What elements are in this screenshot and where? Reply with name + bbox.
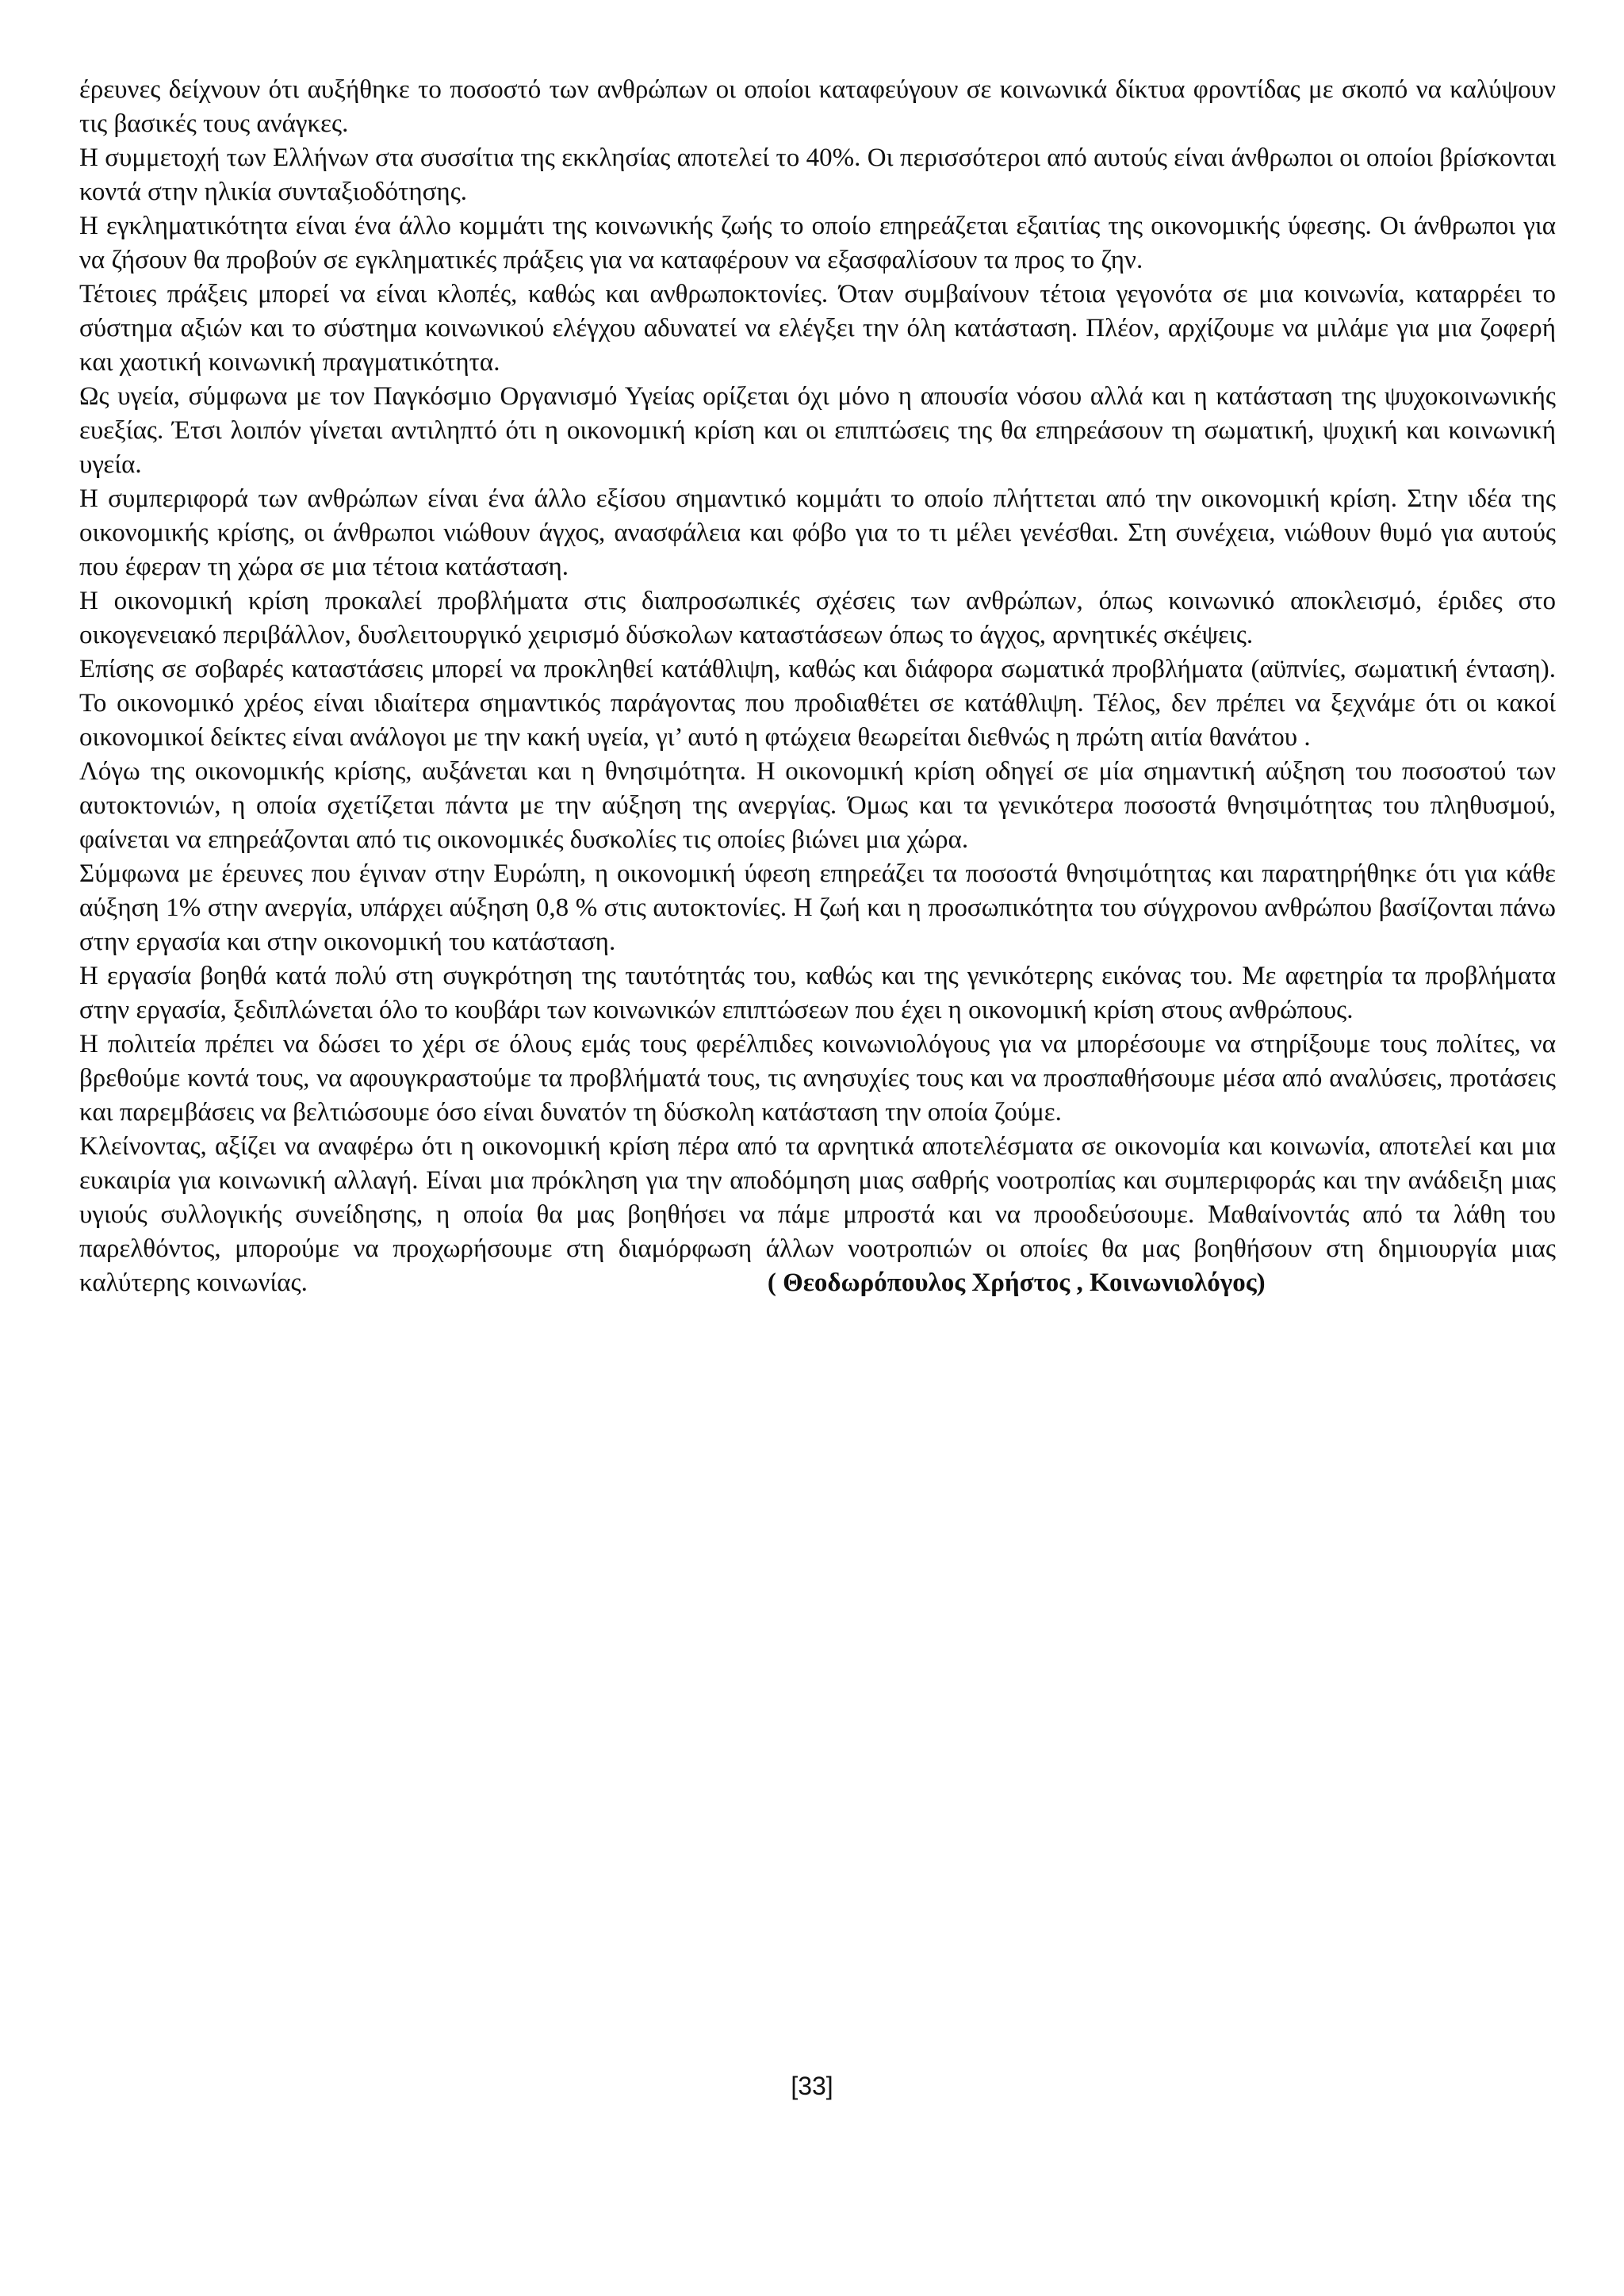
paragraph-8: Επίσης σε σοβαρές καταστάσεις μπορεί να προκληθεί κατάθλιψη, καθώς και διάφορα σωματικά προβλήματα (αϋπνίες, σωματική ένταση). Το οικονομικό χρέος είναι ιδιαίτερα σημαντικός παράγοντας που προδιαθέτει σε κατάθλιψη. Τέλος, δεν πρέπει να ξεχνάμε ότι οι κακοί οικονομικοί δείκτες είναι ανάλογοι με την κακή υγεία, γι’ αυτό η φτώχεια θεωρείται διεθνώς η πρώτη αιτία θανάτου .	[79, 655, 1556, 752]
paragraph-1: έρευνες δείχνουν ότι αυξήθηκε το ποσοστό των ανθρώπων οι οποίοι καταφεύγουν σε κοινωνικά δίκτυα φροντίδας με σκοπό να καλύψουν τις βασικές τους ανάγκες.	[79, 75, 1556, 138]
paragraph-11: Η εργασία βοηθά κατά πολύ στη συγκρότηση της ταυτότητάς του, καθώς και της γενικότερης εικόνας του. Με αφετηρία τα προβλήματα στην εργασία, ξεδιπλώνεται όλο το κουβάρι των κοινωνικών επιπτώσεων που έχει η οικονομική κρίση στους ανθρώπους.	[79, 962, 1556, 1024]
paragraph-10: Σύμφωνα με έρευνες που έγιναν στην Ευρώπη, η οικονομική ύφεση επηρεάζει τα ποσοστά θνησιμότητας και παρατηρήθηκε ότι για κάθε αύξηση 1% στην ανεργία, υπάρχει αύξηση 0,8 % στις αυτοκτονίες. Η ζωή και η προσωπικότητα του σύγχρονου ανθρώπου βασίζονται πάνω στην εργασία και στην οικονομική του κατάσταση.	[79, 859, 1556, 956]
paragraph-2: Η συμμετοχή των Ελλήνων στα συσσίτια της εκκλησίας αποτελεί το 40%. Οι περισσότεροι από αυτούς είναι άνθρωποι οι οποίοι βρίσκονται κοντά στην ηλικία συνταξιοδότησης.	[79, 144, 1556, 206]
paragraph-4: Τέτοιες πράξεις μπορεί να είναι κλοπές, καθώς και ανθρωποκτονίες. Όταν συμβαίνουν τέτοια γεγονότα σε μια κοινωνία, καταρρέει το σύστημα αξιών και το σύστημα κοινωνικού ελέγχου αδυνατεί να ελέγξει την όλη κατάσταση. Πλέον, αρχίζουμε να μιλάμε για μια ζοφερή και χαοτική κοινωνική πραγματικότητα.	[79, 280, 1556, 377]
author-signature: ( Θεοδωρόπουλος Χρήστος , Κοινωνιολόγος)	[767, 1269, 1266, 1297]
paragraph-3: Η εγκληματικότητα είναι ένα άλλο κομμάτι της κοινωνικής ζωής το οποίο επηρεάζεται εξαιτίας της οικονομικής ύφεσης. Οι άνθρωποι για να ζήσουν θα προβούν σε εγκληματικές πράξεις για να καταφέρουν να εξασφαλίσουν τα προς το ζην.	[79, 212, 1556, 274]
paragraph-12: Η πολιτεία πρέπει να δώσει το χέρι σε όλους εμάς τους φερέλπιδες κοινωνιολόγους για να μπορέσουμε να στηρίξουμε τους πολίτες, να βρεθούμε κοντά τους, να αφουγκραστούμε τα προβλήματά τους, τις ανησυχίες τους και να προσπαθήσουμε μέσα από αναλύσεις, προτάσεις και παρεμβάσεις να βελτιώσουμε όσο είναι δυνατόν τη δύσκολη κατάσταση την οποία ζούμε.	[79, 1030, 1556, 1127]
article-body	[79, 73, 1556, 1300]
closing-paragraph	[79, 1130, 1556, 1300]
paragraph-6: Η συμπεριφορά των ανθρώπων είναι ένα άλλο εξίσου σημαντικό κομμάτι το οποίο πλήττεται από την οικονομική κρίση. Στην ιδέα της οικονομικής κρίσης, οι άνθρωποι νιώθουν άγχος, ανασφάλεια και φόβο για το τι μέλει γενέσθαι. Στη συνέχεια, νιώθουν θυμό για αυτούς που έφεραν τη χώρα σε μια τέτοια κατάσταση.	[79, 484, 1556, 581]
paragraph-7: Η οικονομική κρίση προκαλεί προβλήματα στις διαπροσωπικές σχέσεις των ανθρώπων, όπως κοινωνικό αποκλεισμό, έριδες στο οικογενειακό περιβάλλον, δυσλειτουργικό χειρισμό δύσκολων καταστάσεων όπως το άγχος, αρνητικές σκέψεις.	[79, 587, 1556, 649]
paragraph-9: Λόγω της οικονομικής κρίσης, αυξάνεται και η θνησιμότητα. Η οικονομική κρίση οδηγεί σε μία σημαντική αύξηση του ποσοστού των αυτοκτονιών, η οποία σχετίζεται πάντα με την αύξηση της ανεργίας. Όμως και τα γενικότερα ποσοστά θνησιμότητας του πληθυσμού, φαίνεται να επηρεάζονται από τις οικονομικές δυσκολίες τις οποίες βιώνει μια χώρα.	[79, 757, 1556, 854]
paragraph-5: Ως υγεία, σύμφωνα με τον Παγκόσμιο Οργανισμό Υγείας ορίζεται όχι μόνο η απουσία νόσου αλλά και η κατάσταση της ψυχοκοινωνικής ευεξίας. Έτσι λοιπόν γίνεται αντιληπτό ότι η οικονομική κρίση και οι επιπτώσεις της θα επηρεάσουν τη σωματική, ψυχική και κοινωνική υγεία.	[79, 382, 1556, 479]
closing-paragraph-text: Κλείνοντας, αξίζει να αναφέρω ότι η οικονομική κρίση πέρα από τα αρνητικά αποτελέσματα σε οικονομία και κοινωνία, αποτελεί και μια ευκαιρία για κοινωνική αλλαγή. Είναι μια πρόκληση για την αποδόμηση μιας σαθρής νοοτροπίας και συμπεριφοράς και την ανάδειξη μιας υγιούς συλλογικής συνείδησης, η οποία θα μας βοηθήσει να πάμε μπροστά και να προοδεύσουμε. Μαθαίνοντάς από τα λάθη του παρελθόντος, μπορούμε να προχωρήσουμε στη διαμόρφωση άλλων νοοτροπιών οι οποίες θα μας βοηθήσουν στη δημιουργία μιας καλύτερης κοινωνίας.	[79, 1132, 1556, 1297]
page-number: [33]	[791, 2072, 833, 2100]
